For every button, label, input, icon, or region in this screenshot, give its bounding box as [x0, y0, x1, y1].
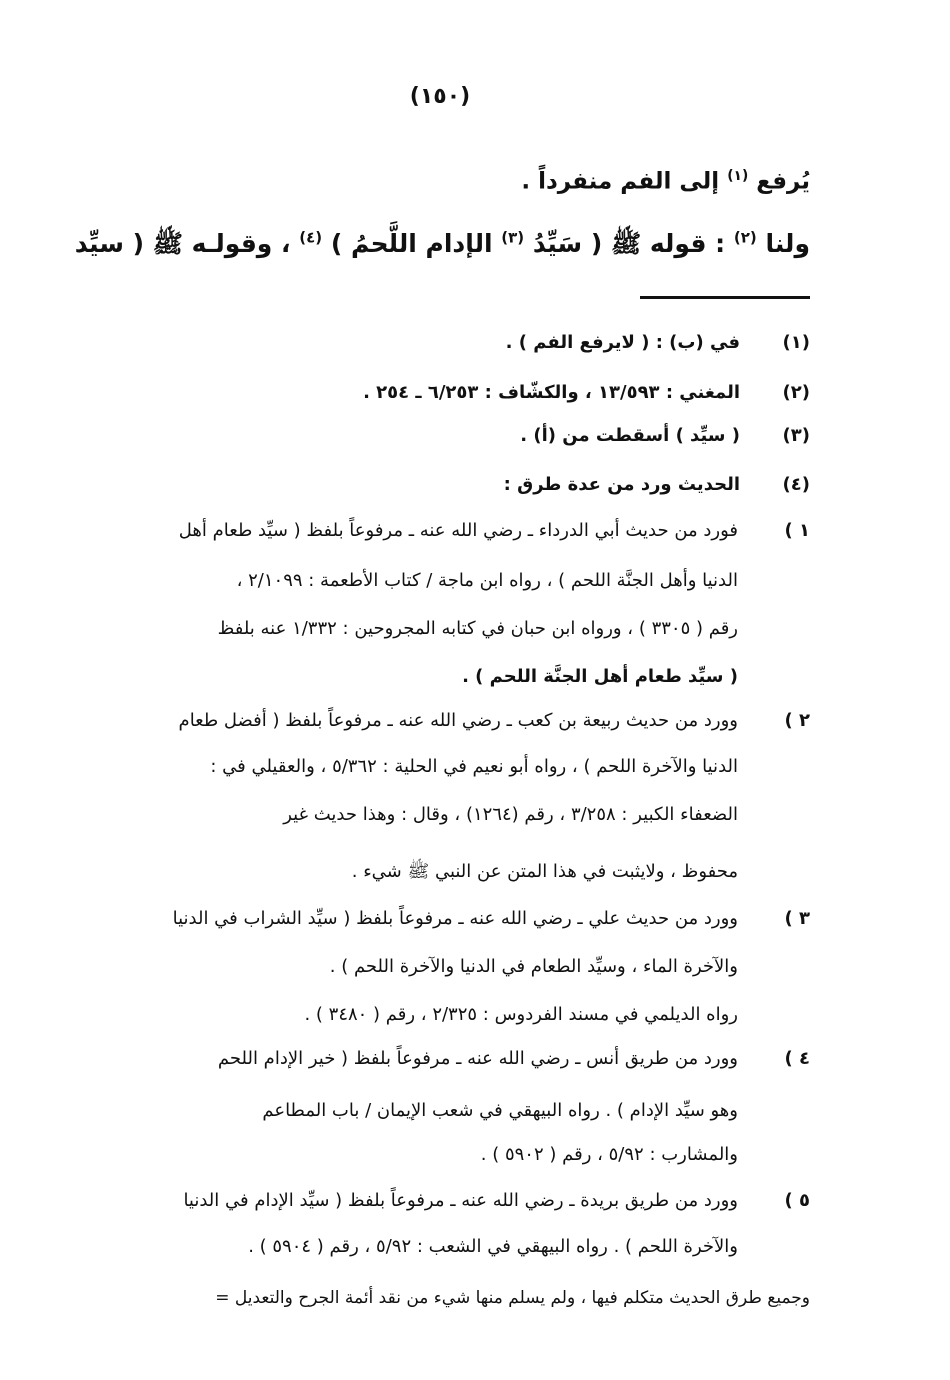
item-line: فورد من حديث أبي الدرداء ـ رضي الله عنه ـ مرفوعاً بلفظ ( سيِّد طعام أهل: [178, 520, 738, 541]
footnote-separator: [640, 296, 810, 299]
footnote-ref-4: (٤): [299, 228, 323, 247]
page-number: (١٥٠): [409, 84, 471, 109]
footnote-ref-3: (٣): [501, 228, 525, 247]
item-line: والمشارب : ٥/٩٢ ، رقم ( ٥٩٠٢ ) .: [480, 1144, 738, 1165]
main-text-segment: ، وقولـه ﷺ ( سيِّد: [74, 229, 291, 258]
item-line: الدنيا وأهل الجنَّة اللحم ) ، رواه ابن ماجة / كتاب الأطعمة : ٢/١٠٩٩ ،: [236, 570, 738, 591]
item-line: محفوظ ، ولايثبت في هذا المتن عن النبي ﷺ شيء .: [351, 861, 738, 882]
item-number: ٢ ): [784, 710, 810, 731]
item-line: رواه الديلمي في مسند الفردوس : ٢/٣٢٥ ، رقم ( ٣٤٨٠ ) .: [304, 1004, 738, 1025]
closing-note: وجميع طرق الحديث متكلم فيها ، ولم يسلم منها شيء من نقد أئمة الجرح والتعديل =: [215, 1288, 810, 1308]
item-line: وورد من حديث علي ـ رضي الله عنه ـ مرفوعاً بلفظ ( سيِّد الشراب في الدنيا: [172, 908, 738, 929]
footnote-ref-1: (١): [727, 168, 749, 184]
footnote-number: (٣): [782, 425, 810, 446]
main-text-line-2: [74, 228, 810, 265]
footnote-text: في (ب) : ( لايرفع الفم ) .: [505, 332, 740, 353]
footnote-number: (١): [782, 332, 810, 353]
item-line: رقم ( ٣٣٠٥ ) ، ورواه ابن حبان في كتابه المجروحين : ١/٣٣٢ عنه بلفظ: [217, 618, 738, 639]
item-number: ١ ): [784, 520, 810, 541]
main-text-line-1: [100, 168, 810, 195]
main-text-segment: الإدام اللَّحمُ ): [330, 229, 493, 258]
footnote-text: ( سيِّد ) أسقطت من (أ) .: [520, 425, 740, 446]
item-line: ( سيِّد طعام أهل الجنَّة اللحم ) .: [462, 666, 738, 687]
item-line: الدنيا والآخرة اللحم ) ، رواه أبو نعيم في الحلية : ٥/٣٦٢ ، والعقيلي في :: [210, 756, 738, 777]
item-number: ٤ ): [784, 1048, 810, 1069]
item-number: ٣ ): [784, 908, 810, 929]
item-number: ٥ ): [784, 1190, 810, 1211]
footnote-ref-2: (٢): [733, 228, 757, 247]
footnote-text: المغني : ١٣/٥٩٣ ، والكشّاف : ٦/٢٥٣ ـ ٢٥٤ .: [363, 382, 740, 403]
footnote-number: (٤): [782, 474, 810, 495]
footnote-number: (٢): [782, 382, 810, 403]
item-line: وورد من حديث ربيعة بن كعب ـ رضي الله عنه ـ مرفوعاً بلفظ ( أفضل طعام: [178, 710, 738, 731]
item-line: وورد من طريق بريدة ـ رضي الله عنه ـ مرفوعاً بلفظ ( سيِّد الإدام في الدنيا: [183, 1190, 738, 1211]
item-line: والآخرة اللحم ) . رواه البيهقي في الشعب : ٥/٩٢ ، رقم ( ٥٩٠٤ ) .: [248, 1236, 738, 1257]
item-line: والآخرة الماء ، وسيِّد الطعام في الدنيا والآخرة اللحم ) .: [329, 956, 738, 977]
footnote-text: الحديث ورد من عدة طرق :: [503, 474, 740, 495]
main-text-segment: ولنا: [765, 229, 810, 258]
main-text-rest: إلى الفم منفرداً .: [521, 168, 720, 195]
main-text-segment: سَيِّدُ: [532, 229, 583, 258]
item-line: وورد من طريق أنس ـ رضي الله عنه ـ مرفوعاً بلفظ ( خير الإدام اللحم: [217, 1048, 738, 1069]
main-word: يُرفع: [756, 168, 810, 195]
item-line: الضعفاء الكبير : ٣/٢٥٨ ، رقم (١٢٦٤) ، وقال : وهذا حديث غير: [283, 804, 738, 825]
main-text-segment: : قوله ﷺ (: [590, 229, 726, 258]
item-line: وهو سيِّد الإدام ) . رواه البيهقي في شعب الإيمان / باب المطاعم: [262, 1100, 738, 1121]
